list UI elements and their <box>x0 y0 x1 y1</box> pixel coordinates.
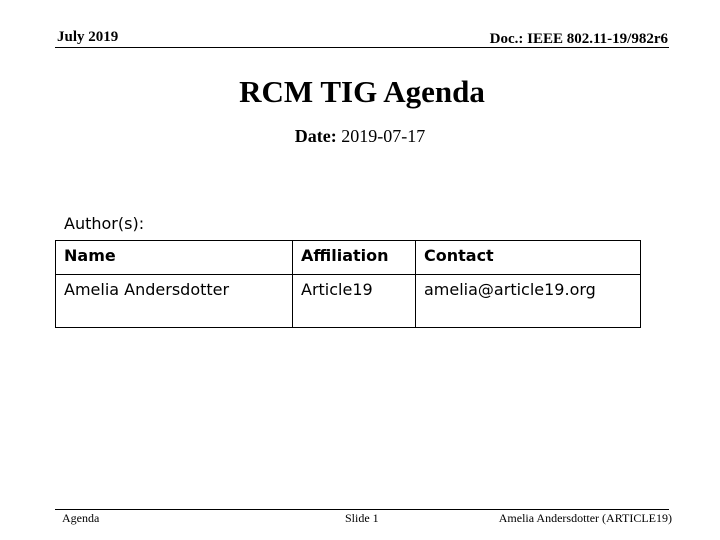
slide-date <box>0 126 720 147</box>
slide-title: RCM TIG Agenda <box>239 74 485 109</box>
authors-table <box>55 240 641 328</box>
header-name: Name <box>56 241 293 275</box>
footer-divider <box>55 509 669 510</box>
date-value: 2019-07-17 <box>341 126 426 146</box>
cell-contact: amelia@article19.org <box>416 275 641 328</box>
date-label: Date: <box>294 126 337 146</box>
table-header-row <box>56 241 641 275</box>
footer-author: Amelia Andersdotter (ARTICLE19) <box>498 511 672 525</box>
authors-label: Author(s): <box>64 214 145 233</box>
header-contact: Contact <box>416 241 641 275</box>
table-row <box>56 275 641 328</box>
footer-left: Agenda <box>62 511 100 525</box>
header-divider <box>55 47 669 48</box>
footer-slide-number: Slide 1 <box>345 511 379 525</box>
header-date: July 2019 <box>57 29 119 45</box>
header-doc-id: Doc.: IEEE 802.11-19/982r6 <box>489 31 668 47</box>
cell-name: Amelia Andersdotter <box>56 275 293 328</box>
header-affiliation: Affiliation <box>293 241 416 275</box>
cell-affiliation: Article19 <box>293 275 416 328</box>
